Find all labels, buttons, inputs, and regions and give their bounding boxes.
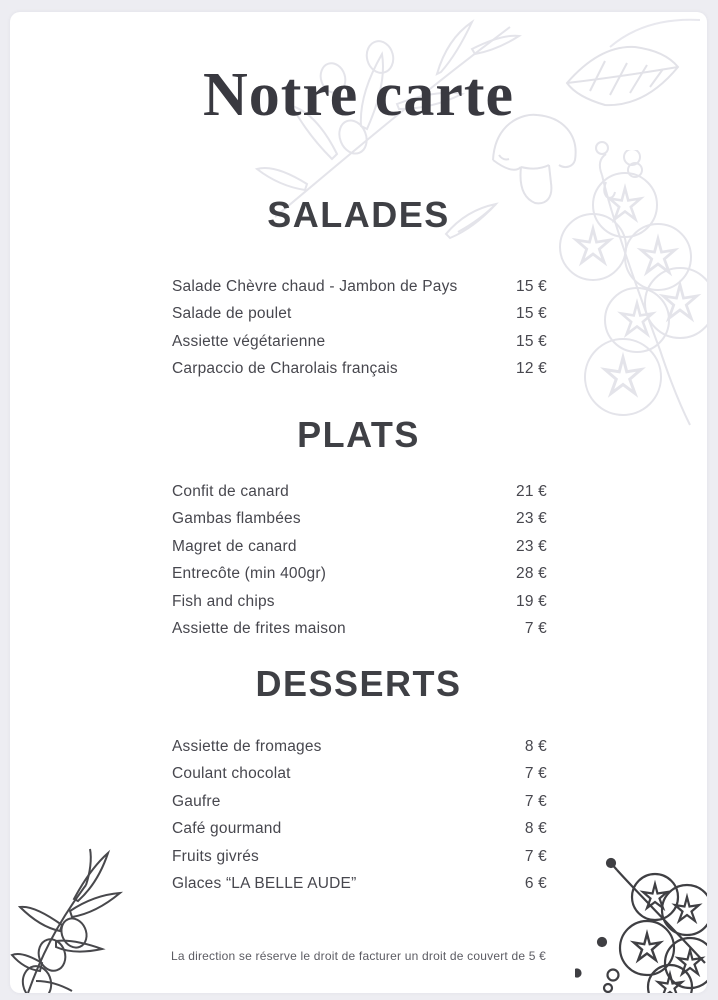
item-label: Coulant chocolat — [172, 765, 291, 783]
menu-item — [172, 843, 547, 871]
item-label: Confit de canard — [172, 482, 289, 500]
item-price: 23 € — [516, 510, 547, 528]
item-label: Gaufre — [172, 792, 221, 810]
item-label: Carpaccio de Charolais français — [172, 360, 398, 378]
item-label: Assiette de fromages — [172, 737, 322, 755]
item-label: Assiette de frites maison — [172, 620, 346, 638]
menu-item — [172, 301, 547, 329]
cover-charge-note: La direction se réserve le droit de facturer un droit de couvert de 5 € — [170, 949, 547, 963]
menu-item — [172, 871, 547, 899]
item-price: 7 € — [524, 792, 547, 810]
menu-item — [172, 816, 547, 844]
item-label: Café gourmand — [172, 820, 282, 838]
item-price: 21 € — [516, 482, 547, 500]
item-price: 28 € — [516, 565, 547, 583]
salades-list — [172, 273, 547, 383]
menu-item — [172, 506, 547, 534]
arc-sketch-faint — [605, 12, 707, 62]
item-price: 15 € — [516, 277, 547, 295]
tomato-vine-sketch-faint — [540, 150, 707, 442]
item-price: 15 € — [516, 305, 547, 323]
plats-list — [172, 478, 547, 643]
page-title: Notre carte — [202, 61, 515, 129]
item-price: 8 € — [524, 820, 547, 838]
menu-item — [172, 328, 547, 356]
item-price: 15 € — [516, 332, 547, 350]
item-label: Fruits givrés — [172, 847, 260, 865]
item-price: 8 € — [524, 737, 547, 755]
menu-item — [172, 533, 547, 561]
item-price: 7 € — [524, 620, 547, 638]
item-label: Assiette végétarienne — [172, 332, 326, 350]
item-label: Salade Chèvre chaud - Jambon de Pays — [172, 277, 458, 295]
menu-page — [10, 12, 707, 993]
section-heading-plats: PLATS — [297, 414, 420, 455]
item-label: Glaces “LA BELLE AUDE” — [172, 875, 357, 893]
item-label: Gambas flambées — [172, 510, 301, 528]
menu-item — [172, 616, 547, 644]
menu-item — [172, 561, 547, 589]
item-price: 7 € — [524, 765, 547, 783]
menu-item — [172, 788, 547, 816]
section-heading-desserts: DESSERTS — [255, 663, 462, 704]
menu-item — [172, 478, 547, 506]
menu-item — [172, 356, 547, 384]
section-heading-salades: SALADES — [267, 194, 450, 235]
item-price: 7 € — [524, 847, 547, 865]
menu-item — [172, 761, 547, 789]
cherry-tomatoes-sketch-dark — [575, 855, 707, 993]
desserts-list — [172, 733, 547, 898]
menu-item — [172, 733, 547, 761]
item-price: 23 € — [516, 537, 547, 555]
item-label: Salade de poulet — [172, 305, 292, 323]
item-price: 6 € — [524, 875, 547, 893]
item-label: Entrecôte (min 400gr) — [172, 565, 327, 583]
dots-sketch-faint — [590, 130, 652, 202]
menu-item — [172, 273, 547, 301]
item-price: 12 € — [516, 360, 547, 378]
item-price: 19 € — [516, 592, 547, 610]
menu-item — [172, 588, 547, 616]
olive-branch-sketch-dark — [10, 847, 145, 993]
item-label: Magret de canard — [172, 537, 297, 555]
item-label: Fish and chips — [172, 592, 275, 610]
